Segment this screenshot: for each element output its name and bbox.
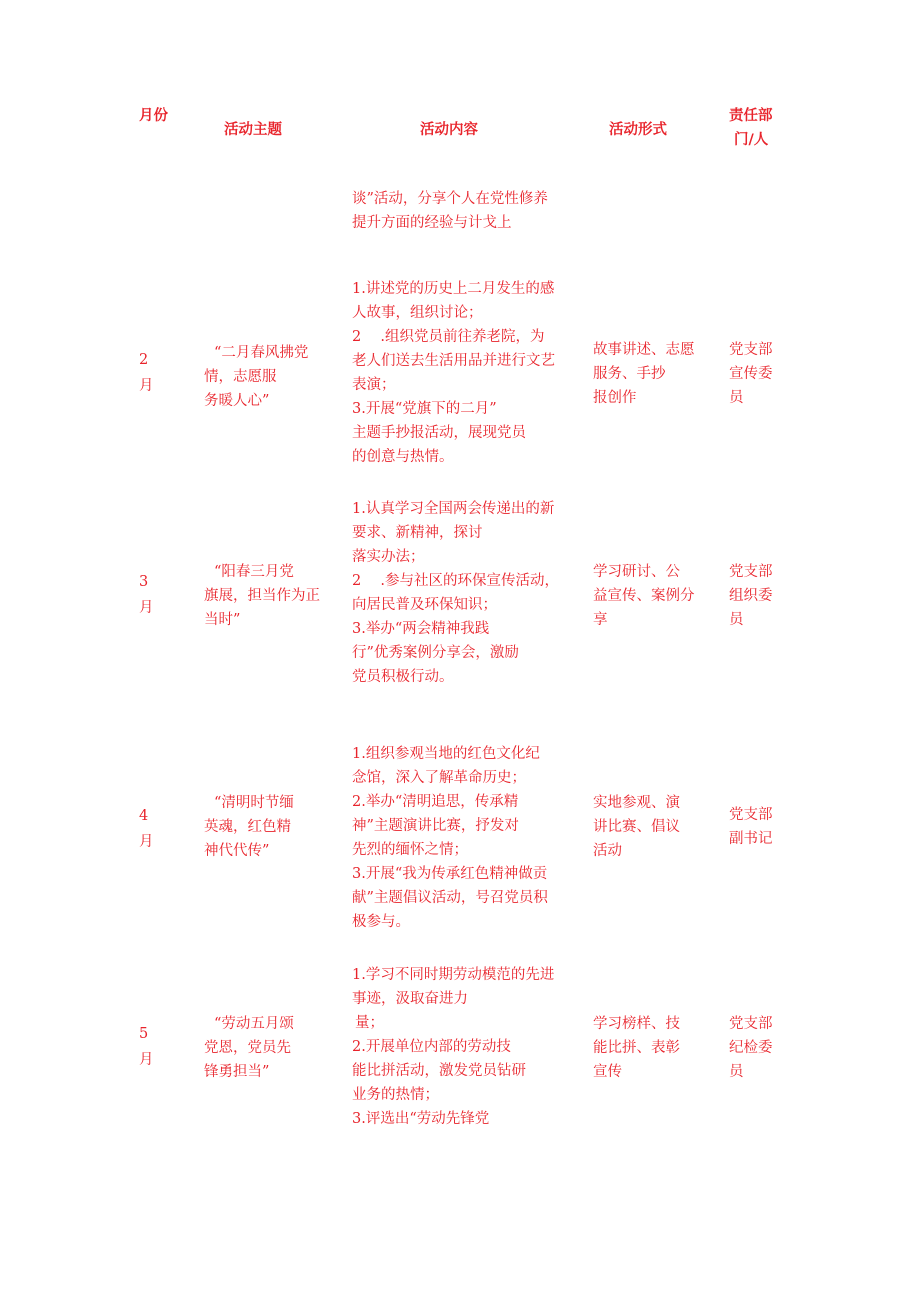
owner-line: 员 <box>729 1064 744 1080</box>
month-unit: 月 <box>139 834 154 850</box>
content-line: 极参与。 <box>352 914 410 930</box>
content-line: 人故事，组织讨论； <box>352 305 483 321</box>
header-month: 月份 <box>139 108 168 124</box>
content-cell <box>352 742 548 934</box>
content-line: 1.学习不同时期劳动模范的先进 <box>352 967 555 983</box>
header-owner <box>729 104 773 152</box>
form-cell <box>593 560 695 632</box>
owner-line: 党支部 <box>729 564 773 580</box>
month-unit: 月 <box>139 600 154 616</box>
content-line: 3.开展“党旗下的二月” <box>352 401 497 417</box>
form-line: 报创作 <box>593 390 637 406</box>
content-line: 1.组织参观当地的红色文化纪 <box>352 746 540 762</box>
theme-cell <box>204 1012 294 1084</box>
theme-line: 锋勇担当” <box>204 1064 270 1080</box>
theme-line: 当时” <box>204 612 241 628</box>
theme-line: “劳动五月颂 <box>214 1016 294 1032</box>
owner-line: 党支部 <box>729 342 773 358</box>
month-number: 5 <box>139 1026 149 1042</box>
form-line: 学习榜样、技 <box>593 1016 680 1032</box>
header-owner-line: 责任部 <box>729 108 773 124</box>
header-form: 活动形式 <box>609 122 667 138</box>
theme-line: 神代代传” <box>204 843 270 859</box>
theme-line: “二月春风拂党 <box>214 345 309 361</box>
theme-cell <box>204 560 320 632</box>
theme-cell <box>204 791 294 863</box>
owner-line: 副书记 <box>729 831 773 847</box>
form-cell <box>593 791 680 863</box>
form-line: 能比拼、表彰 <box>593 1040 680 1056</box>
theme-line: 旗展，担当作为正 <box>204 588 320 604</box>
content-cell <box>352 497 559 689</box>
header-owner-line: 门/人 <box>734 132 769 148</box>
owner-line: 纪检委 <box>729 1040 773 1056</box>
content-line: 2.举办“清明追思，传承精 <box>352 794 519 810</box>
content-line: 的创意与热情。 <box>352 449 454 465</box>
content-line: 要求、新精神，探讨 <box>352 525 483 541</box>
content-line: 落实办法； <box>352 549 425 565</box>
content-line: 能比拼活动，激发党员钻研 <box>352 1063 526 1079</box>
month-cell <box>139 570 154 620</box>
owner-line: 员 <box>729 612 744 628</box>
month-unit: 月 <box>139 378 154 394</box>
content-line: 献”主题倡议活动，号召党员积 <box>352 890 548 906</box>
content-line: 谈”活动，分享个人在党性修养 <box>352 191 548 207</box>
owner-line: 党支部 <box>729 1016 773 1032</box>
owner-cell <box>729 338 773 410</box>
month-unit: 月 <box>139 1052 154 1068</box>
header-content: 活动内容 <box>420 122 478 138</box>
content-line: 2 .组织党员前往养老院，为 <box>352 329 545 345</box>
content-line: 1.认真学习全国两会传递出的新 <box>352 501 555 517</box>
content-line: 党员积极行动。 <box>352 669 454 685</box>
content-line: 行”优秀案例分享会，激励 <box>352 645 519 661</box>
content-line: 提升方面的经验与计戈上 <box>352 215 512 231</box>
content-line: 量； <box>355 1015 384 1031</box>
owner-line: 宣传委 <box>729 366 773 382</box>
month-cell <box>139 348 154 398</box>
form-cell <box>593 1012 680 1084</box>
content-line: 事迹，汲取奋进力 <box>352 991 468 1007</box>
form-line: 故事讲述、志愿 <box>593 342 695 358</box>
form-line: 益宣传、案例分 <box>593 588 695 604</box>
form-line: 享 <box>593 612 608 628</box>
content-line: 3.评选出“劳动先锋党 <box>352 1111 490 1127</box>
content-cell <box>352 277 555 469</box>
content-line: 3.举办“两会精神我践 <box>352 621 490 637</box>
form-line: 服务、手抄 <box>593 366 666 382</box>
month-number: 3 <box>139 574 149 590</box>
owner-cell <box>729 560 773 632</box>
content-cell <box>352 963 554 1131</box>
form-line: 讲比赛、倡议 <box>593 819 680 835</box>
theme-line: “阳春三月党 <box>214 564 294 580</box>
content-line: 3.开展“我为传承红色精神做贡 <box>352 866 548 882</box>
month-cell <box>139 1022 154 1072</box>
content-line: 念馆，深入了解革命历史； <box>352 770 526 786</box>
theme-line: 务暖人心” <box>204 393 270 409</box>
content-line: 主题手抄报活动，展现党员 <box>352 425 526 441</box>
owner-line: 组织委 <box>729 588 773 604</box>
header-theme: 活动主题 <box>224 122 282 138</box>
content-line: 先烈的缅怀之情； <box>352 842 468 858</box>
content-line: 2.开展单位内部的劳动技 <box>352 1039 511 1055</box>
form-cell <box>593 338 695 410</box>
theme-line: “清明时节缅 <box>214 795 294 811</box>
owner-cell <box>729 1012 773 1084</box>
content-line: 业务的热情； <box>352 1087 439 1103</box>
theme-cell <box>204 341 308 413</box>
month-cell <box>139 804 154 854</box>
content-line: 老人们送去生活用品并进行文艺 <box>352 353 555 369</box>
content-line: 1.讲述党的历史上二月发生的感 <box>352 281 555 297</box>
form-line: 宣传 <box>593 1064 622 1080</box>
month-number: 4 <box>139 808 149 824</box>
owner-cell <box>729 803 773 851</box>
content-line: 向居民普及环保知识； <box>352 597 497 613</box>
carryover-content <box>352 187 548 235</box>
form-line: 活动 <box>593 843 622 859</box>
theme-line: 情，志愿服 <box>204 369 277 385</box>
form-line: 实地参观、演 <box>593 795 680 811</box>
theme-line: 党恩，党员先 <box>204 1040 291 1056</box>
content-line: 表演； <box>352 377 396 393</box>
content-line: 2 .参与社区的环保宣传活动， <box>352 573 559 589</box>
form-line: 学习研讨、公 <box>593 564 680 580</box>
month-number: 2 <box>139 352 149 368</box>
owner-line: 员 <box>729 390 744 406</box>
theme-line: 英魂，红色精 <box>204 819 291 835</box>
content-line: 神”主题演讲比赛，抒发对 <box>352 818 519 834</box>
owner-line: 党支部 <box>729 807 773 823</box>
